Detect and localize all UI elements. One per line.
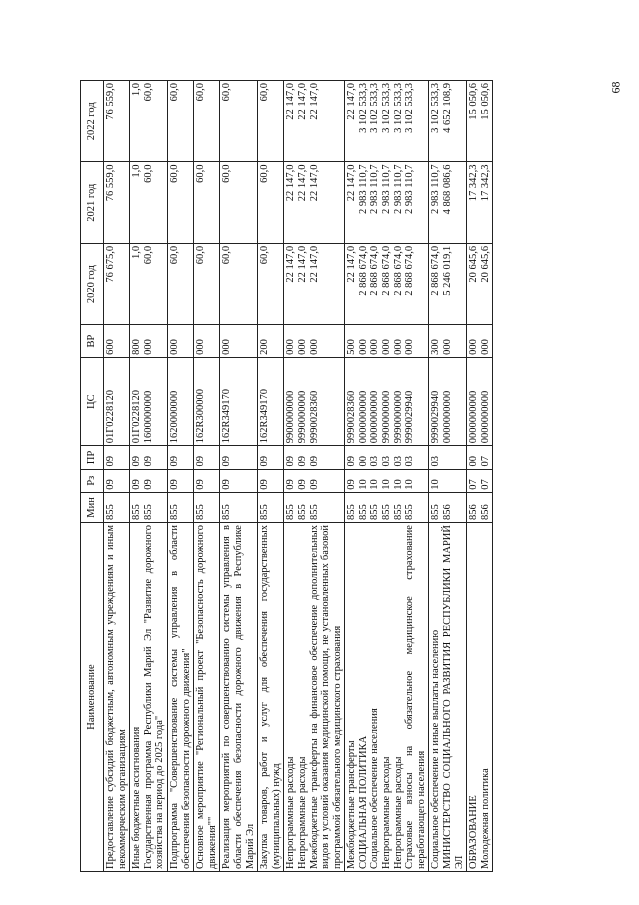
cell-line: 000 [357, 339, 369, 355]
cell-cs [220, 357, 258, 445]
cell-line: 22 147,0 [346, 245, 358, 283]
cell-line: 3 102 533,3 [404, 83, 416, 133]
cell-line: 855 [381, 504, 393, 521]
cell-line: 22 147,0 [308, 245, 320, 283]
cell-line: 09 [308, 456, 320, 467]
cell-line: 09 [346, 479, 358, 490]
cell-min [467, 492, 493, 522]
cell-line: 10 [357, 479, 369, 490]
cell-line: 00 [357, 456, 369, 467]
cell-vr [284, 325, 345, 358]
cell-line: 1,0 [131, 83, 143, 97]
cell-line: 09 [131, 479, 143, 490]
cell-rz [467, 469, 493, 492]
cell-line: 9990029940 [404, 390, 416, 444]
cell-pr [284, 446, 345, 469]
cell-line: Социальное обеспечение и иные выплаты населению [430, 629, 442, 869]
cell-line: Реализация мероприятий по совершенствованию системы управления в области обеспечения безопасности дорожного движения в Республике Марий Эл [221, 525, 256, 869]
header-2020: 2020 год [81, 243, 104, 324]
cell-line: 60,0 [259, 164, 271, 183]
cell-line: 0000000000 [369, 390, 381, 444]
cell-y2020 [130, 243, 168, 324]
cell-y2020 [104, 243, 130, 324]
cell-line: 09 [259, 479, 271, 490]
cell-line: 60,0 [221, 83, 233, 102]
cell-name [130, 523, 168, 872]
cell-line: 5 246 019,1 [442, 245, 454, 296]
cell-line: 855 [105, 504, 116, 521]
cell-rz [130, 469, 168, 492]
cell-line: 10 [404, 479, 416, 490]
cell-line: 1,0 [131, 245, 143, 260]
cell-line: Государственная программа Республики Марий Эл "Развитие дорожного хозяйства на период до 2025 года" [142, 525, 166, 869]
cell-line: 1,0 [131, 164, 143, 178]
cell-line: Предоставление субсидий бюджетным, автономным учреждениям и иным некоммерческим организациям [105, 525, 128, 869]
cell-line: 09 [221, 479, 233, 490]
cell-pr [258, 446, 284, 469]
cell-rz [429, 469, 467, 492]
cell-line: 22 147,0 [346, 164, 358, 202]
cell-line: 0000000000 [468, 390, 480, 444]
cell-line: 600 [105, 339, 116, 355]
cell-y2020 [345, 243, 429, 324]
cell-y2020 [467, 243, 493, 324]
cell-line: 09 [105, 456, 116, 467]
cell-y2021 [429, 162, 467, 243]
header-min: Мин [81, 492, 104, 522]
cell-rz [167, 469, 193, 492]
cell-name [345, 523, 429, 872]
cell-line: 60,0 [195, 245, 207, 265]
cell-min [104, 492, 130, 522]
cell-line: 9990000000 [392, 390, 404, 444]
cell-line: 03 [404, 456, 416, 467]
cell-y2020 [167, 243, 193, 324]
cell-line: 000 [168, 339, 180, 355]
header-2022: 2022 год [81, 81, 104, 163]
header-vr: ВР [81, 325, 104, 358]
table-body [104, 81, 493, 872]
cell-pr [167, 446, 193, 469]
cell-line: 17 342,3 [479, 164, 491, 202]
cell-line: Закупка товаров, работ и услуг для обеспечения государственных (муниципальных) нужд [259, 525, 282, 869]
cell-line: 2 983 110,7 [430, 164, 442, 214]
cell-line: 2 868 674,0 [369, 245, 381, 296]
cell-line: 1600000000 [142, 390, 154, 444]
cell-line: 000 [404, 339, 416, 355]
cell-line: 22 147,0 [285, 83, 297, 120]
cell-line: 300 [430, 339, 442, 355]
cell-line: 9990028360 [346, 390, 358, 444]
cell-line: 09 [168, 479, 180, 490]
cell-min [130, 492, 168, 522]
cell-line: 000 [285, 339, 297, 355]
cell-line: 3 102 533,3 [430, 83, 442, 133]
cell-line: 2 868 674,0 [392, 245, 404, 296]
cell-line: 60,0 [259, 83, 271, 102]
cell-pr [104, 446, 130, 469]
cell-line: 03 [430, 456, 442, 467]
cell-pr [429, 446, 467, 469]
cell-y2022 [345, 81, 429, 163]
cell-line: 9900000000 [285, 390, 297, 444]
cell-line: 60,0 [168, 164, 180, 183]
table-row [284, 81, 345, 872]
cell-line: 855 [369, 504, 381, 521]
cell-rz [220, 469, 258, 492]
cell-vr [130, 325, 168, 358]
cell-line: 4 868 086,6 [442, 164, 454, 215]
cell-line: 000 [296, 339, 308, 355]
table-row [429, 81, 467, 872]
cell-vr [345, 325, 429, 358]
cell-line: Страховые взносы на обязательное медицинское страхование неработающего населения [404, 525, 427, 869]
cell-min [345, 492, 429, 522]
cell-line: 855 [296, 504, 308, 521]
cell-line: 855 [259, 504, 271, 521]
cell-line: 2 983 110,7 [357, 164, 369, 214]
cell-cs [258, 357, 284, 445]
cell-line: 200 [259, 339, 271, 355]
cell-line: 09 [285, 456, 297, 467]
cell-line: 000 [468, 339, 480, 355]
cell-line: 0000000000 [357, 390, 369, 444]
cell-line: 855 [142, 504, 154, 521]
cell-line: 09 [285, 479, 297, 490]
table-row [258, 81, 284, 872]
cell-line: 855 [285, 504, 297, 521]
cell-vr [104, 325, 130, 358]
cell-line: 800 [131, 339, 143, 355]
cell-line: 20 645,6 [468, 245, 480, 283]
cell-line: 60,0 [221, 164, 233, 183]
table-row [130, 81, 168, 872]
cell-line: 09 [296, 456, 308, 467]
cell-y2021 [167, 162, 193, 243]
cell-line: 09 [296, 479, 308, 490]
cell-cs [167, 357, 193, 445]
cell-line: 855 [195, 504, 207, 521]
cell-line: 76 559,0 [105, 83, 116, 120]
cell-line: Основное мероприятие "Региональный проект "Безопасность дорожного движения"" [195, 525, 218, 869]
cell-line: 855 [430, 504, 442, 521]
cell-line [442, 448, 454, 466]
cell-line: 22 147,0 [285, 245, 297, 283]
cell-y2021 [467, 162, 493, 243]
cell-cs [345, 357, 429, 445]
cell-y2022 [194, 81, 220, 163]
cell-cs [467, 357, 493, 445]
cell-y2021 [194, 162, 220, 243]
cell-line: 60,0 [195, 164, 207, 183]
cell-line: Подпрограмма "Совершенствование системы управления в области обеспечения безопасности дорожного движения" [168, 525, 192, 869]
cell-line: 000 [479, 339, 491, 355]
cell-line: 60,0 [168, 245, 180, 265]
cell-y2020 [220, 243, 258, 324]
header-pr: ПР [81, 446, 104, 469]
cell-line: 9990000000 [296, 390, 308, 444]
cell-line: 162R349170 [221, 389, 233, 444]
cell-y2022 [130, 81, 168, 163]
table-header [81, 81, 104, 872]
cell-line: 000 [442, 339, 454, 355]
cell-line: 03 [369, 456, 381, 467]
cell-name [284, 523, 345, 872]
cell-line: 60,0 [142, 245, 154, 265]
cell-min [258, 492, 284, 522]
cell-line: 09 [142, 479, 154, 490]
header-2021: 2021 год [81, 162, 104, 243]
cell-line: 500 [346, 339, 358, 355]
cell-line: 000 [221, 339, 233, 355]
cell-line: 2 868 674,0 [381, 245, 393, 296]
cell-line: Молодежная политика [479, 768, 491, 869]
cell-cs [104, 357, 130, 445]
cell-line: 000 [381, 339, 393, 355]
cell-y2022 [104, 81, 130, 163]
cell-y2021 [104, 162, 130, 243]
cell-line: 162R300000 [195, 389, 207, 444]
header-rz: Рз [81, 469, 104, 492]
cell-y2020 [284, 243, 345, 324]
cell-rz [345, 469, 429, 492]
cell-y2021 [345, 162, 429, 243]
cell-line: 856 [468, 504, 480, 521]
cell-line: 22 147,0 [296, 245, 308, 283]
cell-line: 60,0 [168, 83, 180, 102]
cell-y2022 [258, 81, 284, 163]
cell-name [167, 523, 193, 872]
cell-vr [467, 325, 493, 358]
cell-line: 15 050,6 [468, 83, 480, 120]
cell-line: 60,0 [142, 83, 154, 102]
cell-line: 00 [468, 456, 480, 467]
cell-line: 856 [479, 504, 491, 521]
header-cs: ЦС [81, 357, 104, 445]
cell-pr [130, 446, 168, 469]
cell-rz [194, 469, 220, 492]
cell-line: 15 050,6 [479, 83, 491, 120]
cell-min [167, 492, 193, 522]
cell-pr [194, 446, 220, 469]
cell-line: 855 [404, 504, 416, 521]
cell-rz [104, 469, 130, 492]
cell-y2021 [258, 162, 284, 243]
cell-line: Непрограммные расходы [381, 756, 393, 869]
cell-line: 1620000000 [168, 390, 180, 444]
cell-line: 2 868 674,0 [357, 245, 369, 296]
cell-line: 09 [105, 479, 116, 490]
budget-table [80, 80, 493, 872]
cell-line: ОБРАЗОВАНИЕ [468, 795, 480, 869]
cell-line [442, 472, 454, 490]
cell-line: 2 983 110,7 [369, 164, 381, 214]
cell-rz [258, 469, 284, 492]
cell-line: 9990028360 [308, 390, 320, 444]
cell-line: 22 147,0 [308, 164, 320, 202]
cell-vr [194, 325, 220, 358]
cell-line: Социальное обеспечение населения [369, 708, 381, 869]
cell-name [220, 523, 258, 872]
cell-line: 01Г0228120 [105, 389, 116, 444]
cell-pr [467, 446, 493, 469]
cell-line: 0000000000 [442, 390, 454, 444]
cell-name [258, 523, 284, 872]
cell-min [220, 492, 258, 522]
cell-cs [194, 357, 220, 445]
cell-y2021 [220, 162, 258, 243]
cell-line: 22 147,0 [285, 164, 297, 202]
cell-name [467, 523, 493, 872]
cell-line: 76 559,0 [105, 164, 116, 202]
cell-line: 09 [195, 456, 207, 467]
cell-rz [284, 469, 345, 492]
cell-line: 10 [430, 479, 442, 490]
cell-line: 60,0 [142, 164, 154, 183]
cell-line: 07 [468, 479, 480, 490]
cell-line: МИНИСТЕРСТВО СОЦИАЛЬНОГО РАЗВИТИЯ РЕСПУБЛИКИ МАРИЙ ЭЛ [442, 525, 465, 869]
cell-line: 09 [131, 456, 143, 467]
cell-line: 17 342,3 [468, 164, 480, 202]
cell-y2022 [220, 81, 258, 163]
cell-line: 07 [479, 479, 491, 490]
cell-line: 855 [346, 504, 358, 521]
cell-line: 03 [392, 456, 404, 467]
cell-line: 20 645,6 [479, 245, 491, 283]
cell-line: 01Г0228120 [131, 389, 143, 444]
table-row [345, 81, 429, 872]
cell-line: 855 [308, 504, 320, 521]
cell-line: 2 983 110,7 [392, 164, 404, 214]
cell-line: 855 [357, 504, 369, 521]
cell-min [284, 492, 345, 522]
cell-line: 22 147,0 [308, 83, 320, 120]
cell-y2020 [194, 243, 220, 324]
cell-line: 76 675,0 [105, 245, 116, 283]
cell-line: 09 [168, 456, 180, 467]
cell-line: 09 [259, 456, 271, 467]
cell-line: 60,0 [259, 245, 271, 265]
cell-line: 22 147,0 [346, 83, 358, 120]
cell-line: 855 [131, 504, 143, 521]
table-row [220, 81, 258, 872]
cell-line: 10 [381, 479, 393, 490]
cell-pr [220, 446, 258, 469]
cell-line: 10 [392, 479, 404, 490]
cell-vr [429, 325, 467, 358]
cell-y2022 [284, 81, 345, 163]
cell-line: 000 [369, 339, 381, 355]
cell-line: 60,0 [195, 83, 207, 102]
table-row [467, 81, 493, 872]
cell-line: Непрограммные расходы [392, 756, 404, 869]
table-row [167, 81, 193, 872]
cell-name [104, 523, 130, 872]
cell-line: Межбюджетные трансферты [346, 740, 358, 869]
cell-line: 000 [195, 339, 207, 355]
cell-line: 3 102 533,3 [392, 83, 404, 133]
cell-line: 09 [221, 456, 233, 467]
cell-line: 2 983 110,7 [404, 164, 416, 214]
cell-line: Иные бюджетные ассигнования [131, 726, 143, 869]
cell-line: 856 [442, 504, 454, 521]
cell-line: 3 102 533,3 [381, 83, 393, 133]
cell-vr [167, 325, 193, 358]
cell-cs [429, 357, 467, 445]
cell-line: Непрограммные расходы [285, 756, 297, 869]
cell-line: 2 868 674,0 [430, 245, 442, 296]
cell-line: 07 [479, 456, 491, 467]
cell-line: 000 [142, 339, 154, 355]
cell-name [194, 523, 220, 872]
cell-vr [220, 325, 258, 358]
cell-line: 22 147,0 [296, 83, 308, 120]
page-number: 68 [608, 81, 623, 94]
cell-line: 855 [392, 504, 404, 521]
cell-line: 10 [369, 479, 381, 490]
cell-min [194, 492, 220, 522]
cell-y2021 [284, 162, 345, 243]
cell-line: Непрограммные расходы [296, 756, 308, 869]
cell-y2022 [167, 81, 193, 163]
cell-line: 3 102 533,3 [369, 83, 381, 133]
cell-line: 2 868 674,0 [404, 245, 416, 296]
cell-line: 162R349170 [259, 389, 271, 444]
cell-line: 4 652 108,9 [442, 83, 454, 133]
table-row [194, 81, 220, 872]
cell-line: 9900000000 [381, 390, 393, 444]
cell-line: СОЦИАЛЬНАЯ ПОЛИТИКА [357, 735, 369, 869]
cell-line: 0000000000 [479, 390, 491, 444]
cell-line: 09 [195, 479, 207, 490]
cell-pr [345, 446, 429, 469]
cell-name [429, 523, 467, 872]
cell-line: 855 [221, 504, 233, 521]
cell-min [429, 492, 467, 522]
cell-line: 2 983 110,7 [381, 164, 393, 214]
cell-line: 9990029940 [430, 390, 442, 444]
cell-line: 3 102 533,3 [357, 83, 369, 133]
cell-line: 000 [308, 339, 320, 355]
cell-y2020 [258, 243, 284, 324]
cell-line: 000 [392, 339, 404, 355]
cell-line: 22 147,0 [296, 164, 308, 202]
cell-y2022 [429, 81, 467, 163]
cell-line: 09 [142, 456, 154, 467]
cell-line: 855 [168, 504, 180, 521]
cell-y2020 [429, 243, 467, 324]
table-row [104, 81, 130, 872]
cell-line: 03 [381, 456, 393, 467]
cell-y2022 [467, 81, 493, 163]
cell-line: 09 [346, 456, 358, 467]
cell-cs [284, 357, 345, 445]
cell-cs [130, 357, 168, 445]
header-name: Наименование [81, 523, 104, 872]
cell-line: Межбюджетные трансферты на финансовое обеспечение дополнительных видов и условий оказания медицинской помощи, не установленных базовой программой обязательного медицинского страхования [308, 525, 343, 869]
cell-line: 09 [308, 479, 320, 490]
cell-line: 60,0 [221, 245, 233, 265]
cell-y2021 [130, 162, 168, 243]
cell-vr [258, 325, 284, 358]
